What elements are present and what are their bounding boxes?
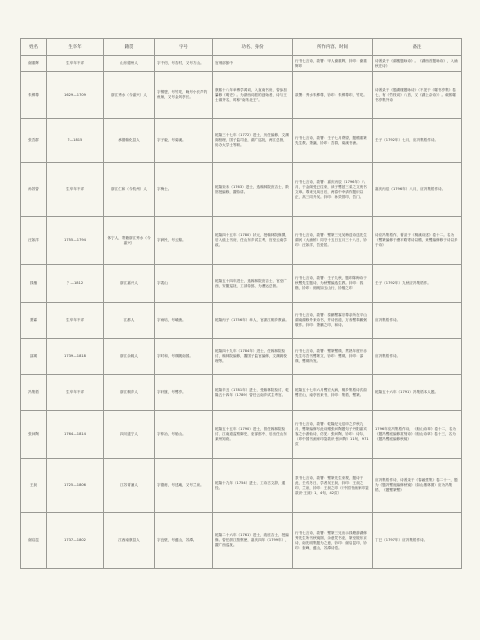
- cell-notes: 诗应冯集梧作，著录于《桐溪诗述》卷十二。名为《鹭篆编修于漕平路寄诗以赠，来鹭编修修于诗以多于诗》: [373, 217, 462, 265]
- table-row: [21, 339, 462, 375]
- cell-works: 隶书七言诗，款署：鹭篆先生来观，题诗于此，壬戌冬日，学者吴王昶，钤印：王昶之印，兰泉，钤印：王昶之印（《中国书画家印鉴款识·王昶》1，4旬，42页）: [293, 459, 373, 513]
- cell-status: 乾隆五十四年进士，选翰林院庶吉士，官至广西，安徽巡抚，工部侍郎，为漕运总督。: [213, 265, 293, 303]
- cell-name: 钱楷: [21, 265, 47, 303]
- cell-name: 谢启昆: [21, 513, 47, 569]
- cell-years: 生卒年不详: [47, 56, 104, 72]
- cell-status: 乾隆三十七年（1772）进士，历任编修、文渊阁校理，国子监司业，湖广巡抚，两江总督，协办大学士等职。: [213, 119, 293, 163]
- cell-name: 邵瑛: [21, 339, 47, 375]
- table-header-row: [21, 39, 462, 56]
- cell-works: 行书七言诗，款署：乾隆纪元辰申之岁秋九月，鹭篆编修写此诗赠张问陶题句子丹阳嘉宾客之小游仙诗，仿见：张问陶，钤印：诗尔，（印中国书画家印鉴款识·张问陶）11旬，971页: [293, 411, 373, 459]
- cell-style-name: 字锡鬯，号竹垞，晚号小长芦钓鱼师，又号金风亭长。: [155, 72, 213, 119]
- cell-name: 孙效曾: [21, 163, 47, 217]
- cell-works: 乾隆五十七年六月鹭宏大病，桐乡集梧诗次韵鹭宏山，南亭晋来书，钤印：集梧，鹭篆。: [293, 375, 373, 411]
- cell-works: 行书七言诗，款署：壬子九秋，题印陈梅诗于秋鹭先生题诗，为秋鹭编选生教。钤印：钱楷，钤印：朗朗如玉山行，钤楷之印: [293, 265, 373, 303]
- header-name: 姓名: [21, 39, 47, 56]
- cell-origin: 浙江秀水（今嘉兴）人: [104, 72, 155, 119]
- cell-notes: 应冯集梧作诗，诗著录于《春融堂集》卷二十一，题为《题冯鹭庭编修秋镜》（如山墨林图）应为冯集梧，《题鹭篆鹭》: [373, 459, 462, 513]
- table-row: [21, 265, 462, 303]
- header-style-name: 字号: [155, 39, 213, 56]
- cell-years: 1755—1794: [47, 217, 104, 265]
- cell-works: 行书七言诗，款署：鹭篆三兄吴梅送诗送先生湖河（大涌桥）同守十五日五月三十八日，钤印：汪如洋，吾爱居。: [293, 217, 373, 265]
- table-row: [21, 119, 462, 163]
- table-row: [21, 411, 462, 459]
- cell-name: 萧霖: [21, 303, 47, 339]
- cell-notes: 诗著录于《题湖楼题咏诗》（不见于《曝书亭集》卷七，有《竹枝词》八首，又《湖上杂诗》）。载郭曝书亭集外诗: [373, 72, 462, 119]
- cell-works: 行书七言诗，款署：泰鹏鹭霖宗尊亲所在平山湖南湖修外来诗书，并诗晋道，万寿鹭奉鹏弼敬作。钤印：萧鹏之印，和诗。: [293, 303, 373, 339]
- cell-origin: 江西南康县人: [104, 513, 155, 569]
- cell-style-name: 字轩箧，号鹭亭。: [155, 375, 213, 411]
- cell-origin: 休宁人，寄籍浙江秀水（今嘉兴）: [104, 217, 155, 265]
- cell-origin: 江苏青浦人: [104, 459, 155, 513]
- cell-notes: 1796年应冯集梧作诗，《船山诗草》卷十二，名为《题冯鹭庭编修赏刻诗》《船山诗草》卷十三，名为《题冯鹭庭编修秋镜》: [373, 411, 462, 459]
- header-status: 功名、身份: [213, 39, 293, 56]
- cell-notes: 应冯集梧作诗。: [373, 303, 462, 339]
- cell-origin: 承德翰化县人: [104, 119, 155, 163]
- cell-name: 谢重辉: [21, 56, 47, 72]
- cell-origin: 四川遂宁人: [104, 411, 155, 459]
- cell-works: 行书七言诗，款署：嘉庆丙辰（1796年）八月，于金阁受已往来，读子鹭兹三弟之文贵书文章。尊来兄凤日后，两春中幸请作题识以正，高三同升吴。钤印：孙效曾印，吾门。: [293, 163, 373, 217]
- cell-origin: 山东德州人: [104, 56, 155, 72]
- cell-status: 乾隆四十九年（1784年）进士，任翰林院检讨，翰林院编修，擢国子监官编修，文渊阁校理等。: [213, 339, 293, 375]
- cell-style-name: 字雨培，号峨渔。: [155, 303, 213, 339]
- cell-status: 官刑部郎中: [213, 56, 293, 72]
- table-row: [21, 459, 462, 513]
- cell-works: 行书七言诗，款署：壬子七月朔望，题赠重篆先生教。萧瀛，钤印：吾群，菊溪书斋。: [293, 119, 373, 163]
- cell-years: 1739—1818: [47, 339, 104, 375]
- cell-style-name: 字良壁，号蕴山，苏潭。: [155, 513, 213, 569]
- poets-records-table: [20, 38, 462, 569]
- cell-works: 款署：秀水朱彝尊，钤印：朱彝尊印，竹垞。: [293, 72, 373, 119]
- cell-name: 冯集梧: [21, 375, 47, 411]
- cell-style-name: 字时和，号瑛眺南园。: [155, 339, 213, 375]
- header-origin: 籍贯: [104, 39, 155, 56]
- cell-origin: 浙江余姚人: [104, 339, 155, 375]
- cell-years: 生卒年不详: [47, 375, 104, 411]
- cell-style-name: 字裴山: [155, 265, 213, 303]
- cell-notes: 丁巳（1797年）应冯集梧作诗。: [373, 513, 462, 569]
- table-row: [21, 375, 462, 411]
- cell-years: ?—1815: [47, 119, 104, 163]
- cell-style-name: 字梅士。: [155, 163, 213, 217]
- cell-name: 王昶: [21, 459, 47, 513]
- table-row: [21, 513, 462, 569]
- table-row: [21, 217, 462, 265]
- cell-notes: 乾隆五十六年（1791）冯集梧本人题。: [373, 375, 462, 411]
- cell-style-name: 字仲冶，号船山。: [155, 411, 213, 459]
- cell-notes: 应冯集梧作诗。: [373, 339, 462, 375]
- cell-origin: 浙江桐乡人: [104, 375, 155, 411]
- cell-years: ？—1812: [47, 265, 104, 303]
- cell-works: 行书七言诗，款署：鹭篆三兄出示钱塘游湖修秀先生所书秋镜图，余意凭书吏，篆至陵东京诗，南先明集题为之意，钤印：谢启昆印，钤印：奎峰，蕴山，苏潭诗语。: [293, 513, 373, 569]
- cell-years: 1764—1814: [47, 411, 104, 459]
- cell-years: 1725—1806: [47, 459, 104, 513]
- cell-works: 行书七言诗，款署：鹭篆鹭瑛，贯熟年度开赤先生尽吾书鹭篆文，钤印：鹭瑛，钤印：邵瑛，鹭瑛所发。: [293, 339, 373, 375]
- cell-notes: 诗著录于《湖楼题咏诗》。《湖西首题咏诗》，入诵秋庄诗》: [373, 56, 462, 72]
- cell-status: 康熙十八年举博学鸿词，入直南书房，曾参加纂修《明史》。为浙西词派的创始者，诗与王士禛齐名，时称“南朱北王”。: [213, 72, 293, 119]
- cell-name: 张吾群: [21, 119, 47, 163]
- cell-status: 乾隆四十五年（1780）状元，授翰林院修撰，后入值上书房，任山东乡试主考，官至云南学政。: [213, 217, 293, 265]
- cell-years: 1737—1802: [47, 513, 104, 569]
- cell-name: 张问陶: [21, 411, 47, 459]
- cell-origin: 浙江嘉兴人: [104, 265, 155, 303]
- cell-status: 乾隆五十五年（1790）进士，曾任翰林院检讨、江南道监察御史，吏部郎中、后出任山东莱州知府。: [213, 411, 293, 459]
- cell-style-name: 字千仞，号杏村，又号方山。: [155, 56, 213, 72]
- table-row: [21, 56, 462, 72]
- cell-status: 乾隆十九年（1754）进士，工诗古文辞，通经。: [213, 459, 293, 513]
- cell-style-name: 字润民，号云壑。: [155, 217, 213, 265]
- header-notes: 备注: [373, 39, 462, 56]
- cell-years: 生卒年不详: [47, 303, 104, 339]
- header-years: 生卒年: [47, 39, 104, 56]
- cell-status: 乾隆辛丑（1781年）进士，受翰林院检讨，乾隆五十四年（1789）曾任云南乡试主考官。: [213, 375, 293, 411]
- cell-notes: 嘉庆丙辰（1796年）八月，应冯集梧作诗。: [373, 163, 462, 217]
- cell-style-name: 字子毅，号菊溪。: [155, 119, 213, 163]
- table-row: [21, 72, 462, 119]
- cell-notes: 壬子（1792年）九秋应冯集梧作。: [373, 265, 462, 303]
- records-table-container: [20, 38, 461, 569]
- table-row: [21, 163, 462, 217]
- cell-status: 乾隆癸未（1763）进士，选翰林院庶吉士，散馆授编修，擢侍讲。: [213, 163, 293, 217]
- cell-status: 乾隆二十六年（1761）进士，改庶吉士，授编修。曾任浙江按察使，嘉庆四年（1799年），擢广西巡抚。: [213, 513, 293, 569]
- table-row: [21, 303, 462, 339]
- cell-notes: 壬子（1792年）七月，应冯集梧作诗。: [373, 119, 462, 163]
- cell-origin: 江都人: [104, 303, 155, 339]
- cell-origin: 浙江仁和（今杭州）人: [104, 163, 155, 217]
- cell-name: 朱彝尊: [21, 72, 47, 119]
- cell-style-name: 字德甫，号述庵，又号兰泉。: [155, 459, 213, 513]
- header-works: 所作内容、时间: [293, 39, 373, 56]
- cell-works: 行书七言诗，款署：甲人谢重辉，钤印：谢重辉印: [293, 56, 373, 72]
- cell-years: 生卒年不详: [47, 163, 104, 217]
- cell-status: 乾隆丙子（1756年）举人，官浙江桐乡教谕。: [213, 303, 293, 339]
- cell-name: 汪如洋: [21, 217, 47, 265]
- cell-years: 1629—1709: [47, 72, 104, 119]
